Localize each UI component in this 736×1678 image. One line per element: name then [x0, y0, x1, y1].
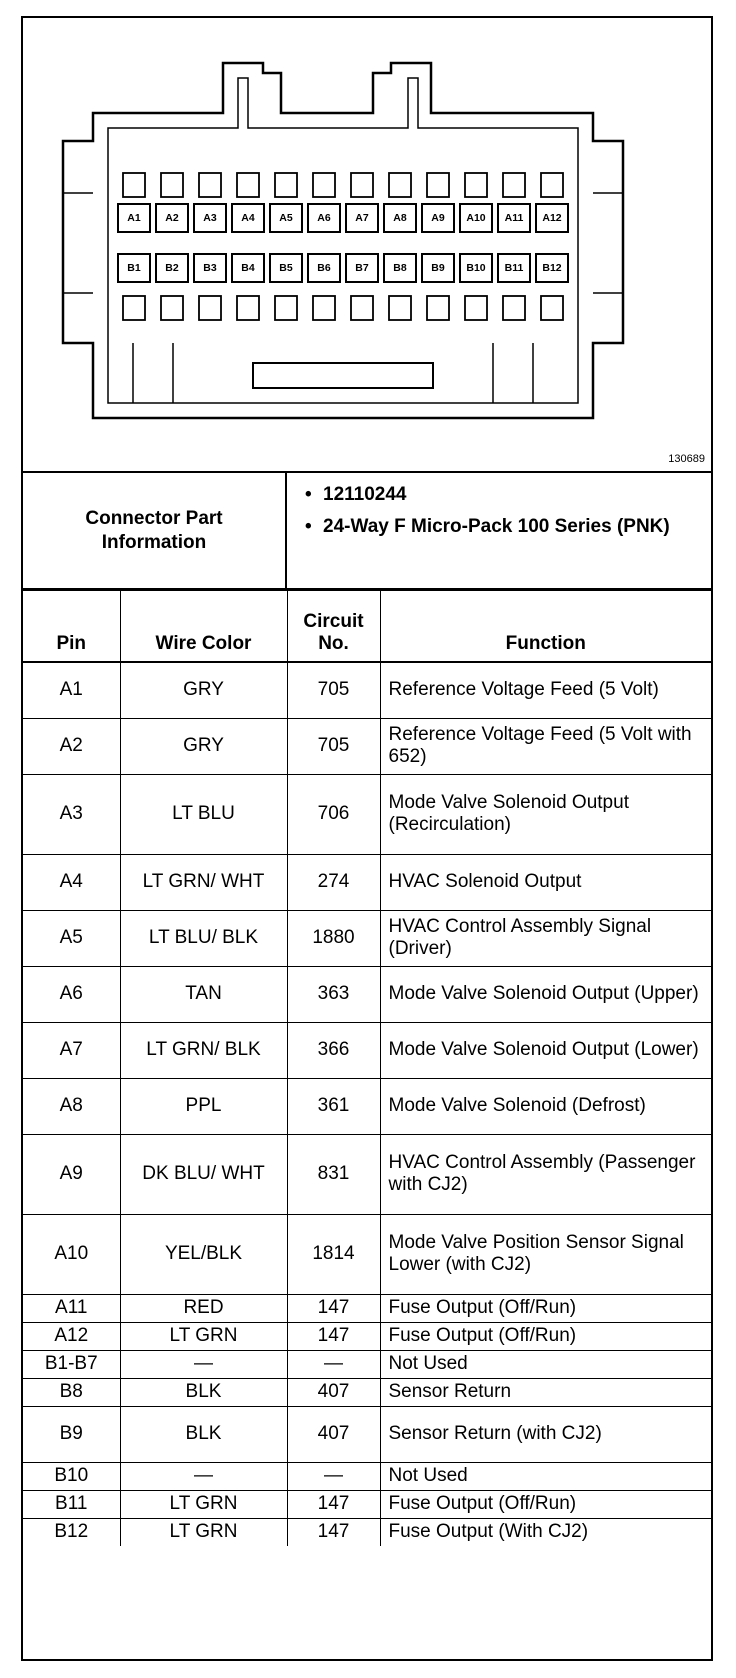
cell-circuit-no: 1880 — [287, 910, 380, 966]
pin-label-b12: B12 — [542, 262, 562, 274]
connector-diagram-panel — [23, 18, 711, 473]
pin-cavity-b7 — [346, 254, 378, 320]
pin-cavity-b1 — [118, 254, 150, 320]
pin-cavity-a3 — [194, 173, 226, 232]
pinout-table — [23, 590, 711, 1546]
cell-function: Fuse Output (Off/Run) — [380, 1294, 711, 1322]
pin-label-b9: B9 — [431, 262, 445, 274]
pin-cavity-a7 — [346, 173, 378, 232]
cell-pin: A5 — [23, 910, 120, 966]
cell-function: HVAC Control Assembly Signal (Driver) — [380, 910, 711, 966]
cell-pin: A4 — [23, 854, 120, 910]
cell-wire-color: LT GRN — [120, 1518, 287, 1546]
cell-wire-color: BLK — [120, 1406, 287, 1462]
cell-circuit-no: 831 — [287, 1134, 380, 1214]
pin-cavity-a1 — [118, 173, 150, 232]
cell-circuit-no: 705 — [287, 718, 380, 774]
pin-label-a7: A7 — [355, 212, 369, 224]
cell-wire-color: GRY — [120, 662, 287, 718]
cell-circuit-no: — — [287, 1350, 380, 1378]
cell-wire-color: TAN — [120, 966, 287, 1022]
pinout-row — [23, 1406, 711, 1462]
cell-circuit-no: 407 — [287, 1406, 380, 1462]
pinout-row — [23, 966, 711, 1022]
cell-wire-color: PPL — [120, 1078, 287, 1134]
pin-cavity-a6 — [308, 173, 340, 232]
pin-cavity-b9 — [422, 254, 454, 320]
cell-circuit-no: 366 — [287, 1022, 380, 1078]
cell-function: Mode Valve Solenoid Output (Recirculation) — [380, 774, 711, 854]
cell-wire-color: LT BLU — [120, 774, 287, 854]
pin-label-a5: A5 — [279, 212, 293, 224]
pin-label-b8: B8 — [393, 262, 407, 274]
pin-cavity-a5 — [270, 173, 302, 232]
cell-circuit-no: 274 — [287, 854, 380, 910]
pinout-row — [23, 1022, 711, 1078]
cell-circuit-no: 147 — [287, 1490, 380, 1518]
connector-pins — [118, 173, 568, 320]
cell-circuit-no: 147 — [287, 1518, 380, 1546]
pin-label-b3: B3 — [203, 262, 217, 274]
cell-function: Sensor Return — [380, 1378, 711, 1406]
cell-pin: B12 — [23, 1518, 120, 1546]
connector-part-info-list — [287, 483, 711, 547]
connector-sheet — [21, 16, 713, 1661]
cell-pin: A9 — [23, 1134, 120, 1214]
connector-face-diagram — [23, 18, 711, 470]
pin-label-a9: A9 — [431, 212, 445, 224]
pin-cavity-b8 — [384, 254, 416, 320]
cell-circuit-no: 361 — [287, 1078, 380, 1134]
cell-pin: B9 — [23, 1406, 120, 1462]
pin-label-b2: B2 — [165, 262, 179, 274]
pinout-header-row — [23, 591, 711, 663]
pin-cavity-b4 — [232, 254, 264, 320]
cell-circuit-no: 147 — [287, 1294, 380, 1322]
pinout-row — [23, 1462, 711, 1490]
cell-wire-color: BLK — [120, 1378, 287, 1406]
pin-cavity-a4 — [232, 173, 264, 232]
pinout-row — [23, 1134, 711, 1214]
pin-label-a4: A4 — [241, 212, 255, 224]
pin-cavity-b10 — [460, 254, 492, 320]
cell-function: Not Used — [380, 1350, 711, 1378]
pinout-row — [23, 1518, 711, 1546]
pin-label-b7: B7 — [355, 262, 369, 274]
pin-label-b1: B1 — [127, 262, 141, 274]
cell-wire-color: DK BLU/ WHT — [120, 1134, 287, 1214]
pinout-row — [23, 910, 711, 966]
pin-label-a1: A1 — [127, 212, 141, 224]
pin-cavity-a8 — [384, 173, 416, 232]
pin-label-a10: A10 — [466, 212, 486, 224]
header-pin: Pin — [23, 591, 120, 663]
pinout-row — [23, 1350, 711, 1378]
cell-wire-color: GRY — [120, 718, 287, 774]
cell-wire-color: LT BLU/ BLK — [120, 910, 287, 966]
cell-wire-color: YEL/BLK — [120, 1214, 287, 1294]
pin-cavity-b2 — [156, 254, 188, 320]
cell-function: Fuse Output (Off/Run) — [380, 1490, 711, 1518]
pin-label-a11: A11 — [504, 212, 524, 224]
cell-function: Fuse Output (Off/Run) — [380, 1322, 711, 1350]
connector-part-info — [23, 473, 711, 590]
cell-wire-color: — — [120, 1350, 287, 1378]
cell-pin: B1-B7 — [23, 1350, 120, 1378]
cell-pin: B11 — [23, 1490, 120, 1518]
cell-circuit-no: — — [287, 1462, 380, 1490]
pin-label-a8: A8 — [393, 212, 407, 224]
cell-circuit-no: 705 — [287, 662, 380, 718]
cell-function: Not Used — [380, 1462, 711, 1490]
cell-pin: B10 — [23, 1462, 120, 1490]
pin-cavity-a10 — [460, 173, 492, 232]
pinout-row — [23, 1214, 711, 1294]
cell-pin: A8 — [23, 1078, 120, 1134]
cell-function: Reference Voltage Feed (5 Volt) — [380, 662, 711, 718]
cell-pin: A3 — [23, 774, 120, 854]
pin-cavity-a11 — [498, 173, 530, 232]
cell-function: Reference Voltage Feed (5 Volt with 652) — [380, 718, 711, 774]
cell-pin: A10 — [23, 1214, 120, 1294]
cell-pin: A1 — [23, 662, 120, 718]
cell-function: Mode Valve Solenoid Output (Lower) — [380, 1022, 711, 1078]
cell-wire-color: LT GRN — [120, 1322, 287, 1350]
cell-circuit-no: 706 — [287, 774, 380, 854]
cell-pin: B8 — [23, 1378, 120, 1406]
cell-function: Sensor Return (with CJ2) — [380, 1406, 711, 1462]
pin-cavity-b11 — [498, 254, 530, 320]
pin-cavity-a2 — [156, 173, 188, 232]
cell-wire-color: RED — [120, 1294, 287, 1322]
pinout-row — [23, 1294, 711, 1322]
pin-label-b6: B6 — [317, 262, 331, 274]
pinout-row — [23, 774, 711, 854]
pinout-row — [23, 854, 711, 910]
pinout-row — [23, 1078, 711, 1134]
pin-cavity-a12 — [536, 173, 568, 232]
cell-function: HVAC Control Assembly (Passenger with CJ2) — [380, 1134, 711, 1214]
pinout-row — [23, 1490, 711, 1518]
cell-pin: A6 — [23, 966, 120, 1022]
cell-pin: A12 — [23, 1322, 120, 1350]
pin-label-a3: A3 — [203, 212, 217, 224]
cell-pin: A7 — [23, 1022, 120, 1078]
cell-circuit-no: 363 — [287, 966, 380, 1022]
pin-cavity-b5 — [270, 254, 302, 320]
pin-cavity-b12 — [536, 254, 568, 320]
cell-function: Mode Valve Position Sensor Signal Lower (with CJ2) — [380, 1214, 711, 1294]
cell-circuit-no: 1814 — [287, 1214, 380, 1294]
pinout-row — [23, 1378, 711, 1406]
cell-circuit-no: 147 — [287, 1322, 380, 1350]
pin-cavity-b3 — [194, 254, 226, 320]
pin-label-b5: B5 — [279, 262, 293, 274]
cell-wire-color: LT GRN — [120, 1490, 287, 1518]
cell-function: Mode Valve Solenoid Output (Upper) — [380, 966, 711, 1022]
header-function: Function — [380, 591, 711, 663]
header-circuit-no: Circuit No. — [287, 591, 380, 663]
connector-description: • 24-Way F Micro-Pack 100 Series (PNK) — [305, 515, 711, 539]
pin-label-a2: A2 — [165, 212, 179, 224]
cell-wire-color: LT GRN/ WHT — [120, 854, 287, 910]
pin-label-a12: A12 — [542, 212, 562, 224]
pin-cavity-b6 — [308, 254, 340, 320]
pinout-row — [23, 718, 711, 774]
connector-part-info-label: Connector Part Information — [23, 473, 287, 588]
figure-number: 130689 — [668, 453, 705, 465]
cell-function: Mode Valve Solenoid (Defrost) — [380, 1078, 711, 1134]
part-number: • 12110244 — [305, 483, 711, 507]
pinout-row — [23, 1322, 711, 1350]
cell-pin: A2 — [23, 718, 120, 774]
cell-function: HVAC Solenoid Output — [380, 854, 711, 910]
pin-label-a6: A6 — [317, 212, 331, 224]
pin-label-b4: B4 — [241, 262, 255, 274]
pinout-rows — [23, 662, 711, 1546]
pin-cavity-a9 — [422, 173, 454, 232]
cell-wire-color: LT GRN/ BLK — [120, 1022, 287, 1078]
pin-label-b10: B10 — [466, 262, 486, 274]
cell-pin: A11 — [23, 1294, 120, 1322]
header-wire-color: Wire Color — [120, 591, 287, 663]
cell-circuit-no: 407 — [287, 1378, 380, 1406]
cell-function: Fuse Output (With CJ2) — [380, 1518, 711, 1546]
pin-label-b11: B11 — [504, 262, 524, 274]
pinout-row — [23, 662, 711, 718]
cell-wire-color: — — [120, 1462, 287, 1490]
